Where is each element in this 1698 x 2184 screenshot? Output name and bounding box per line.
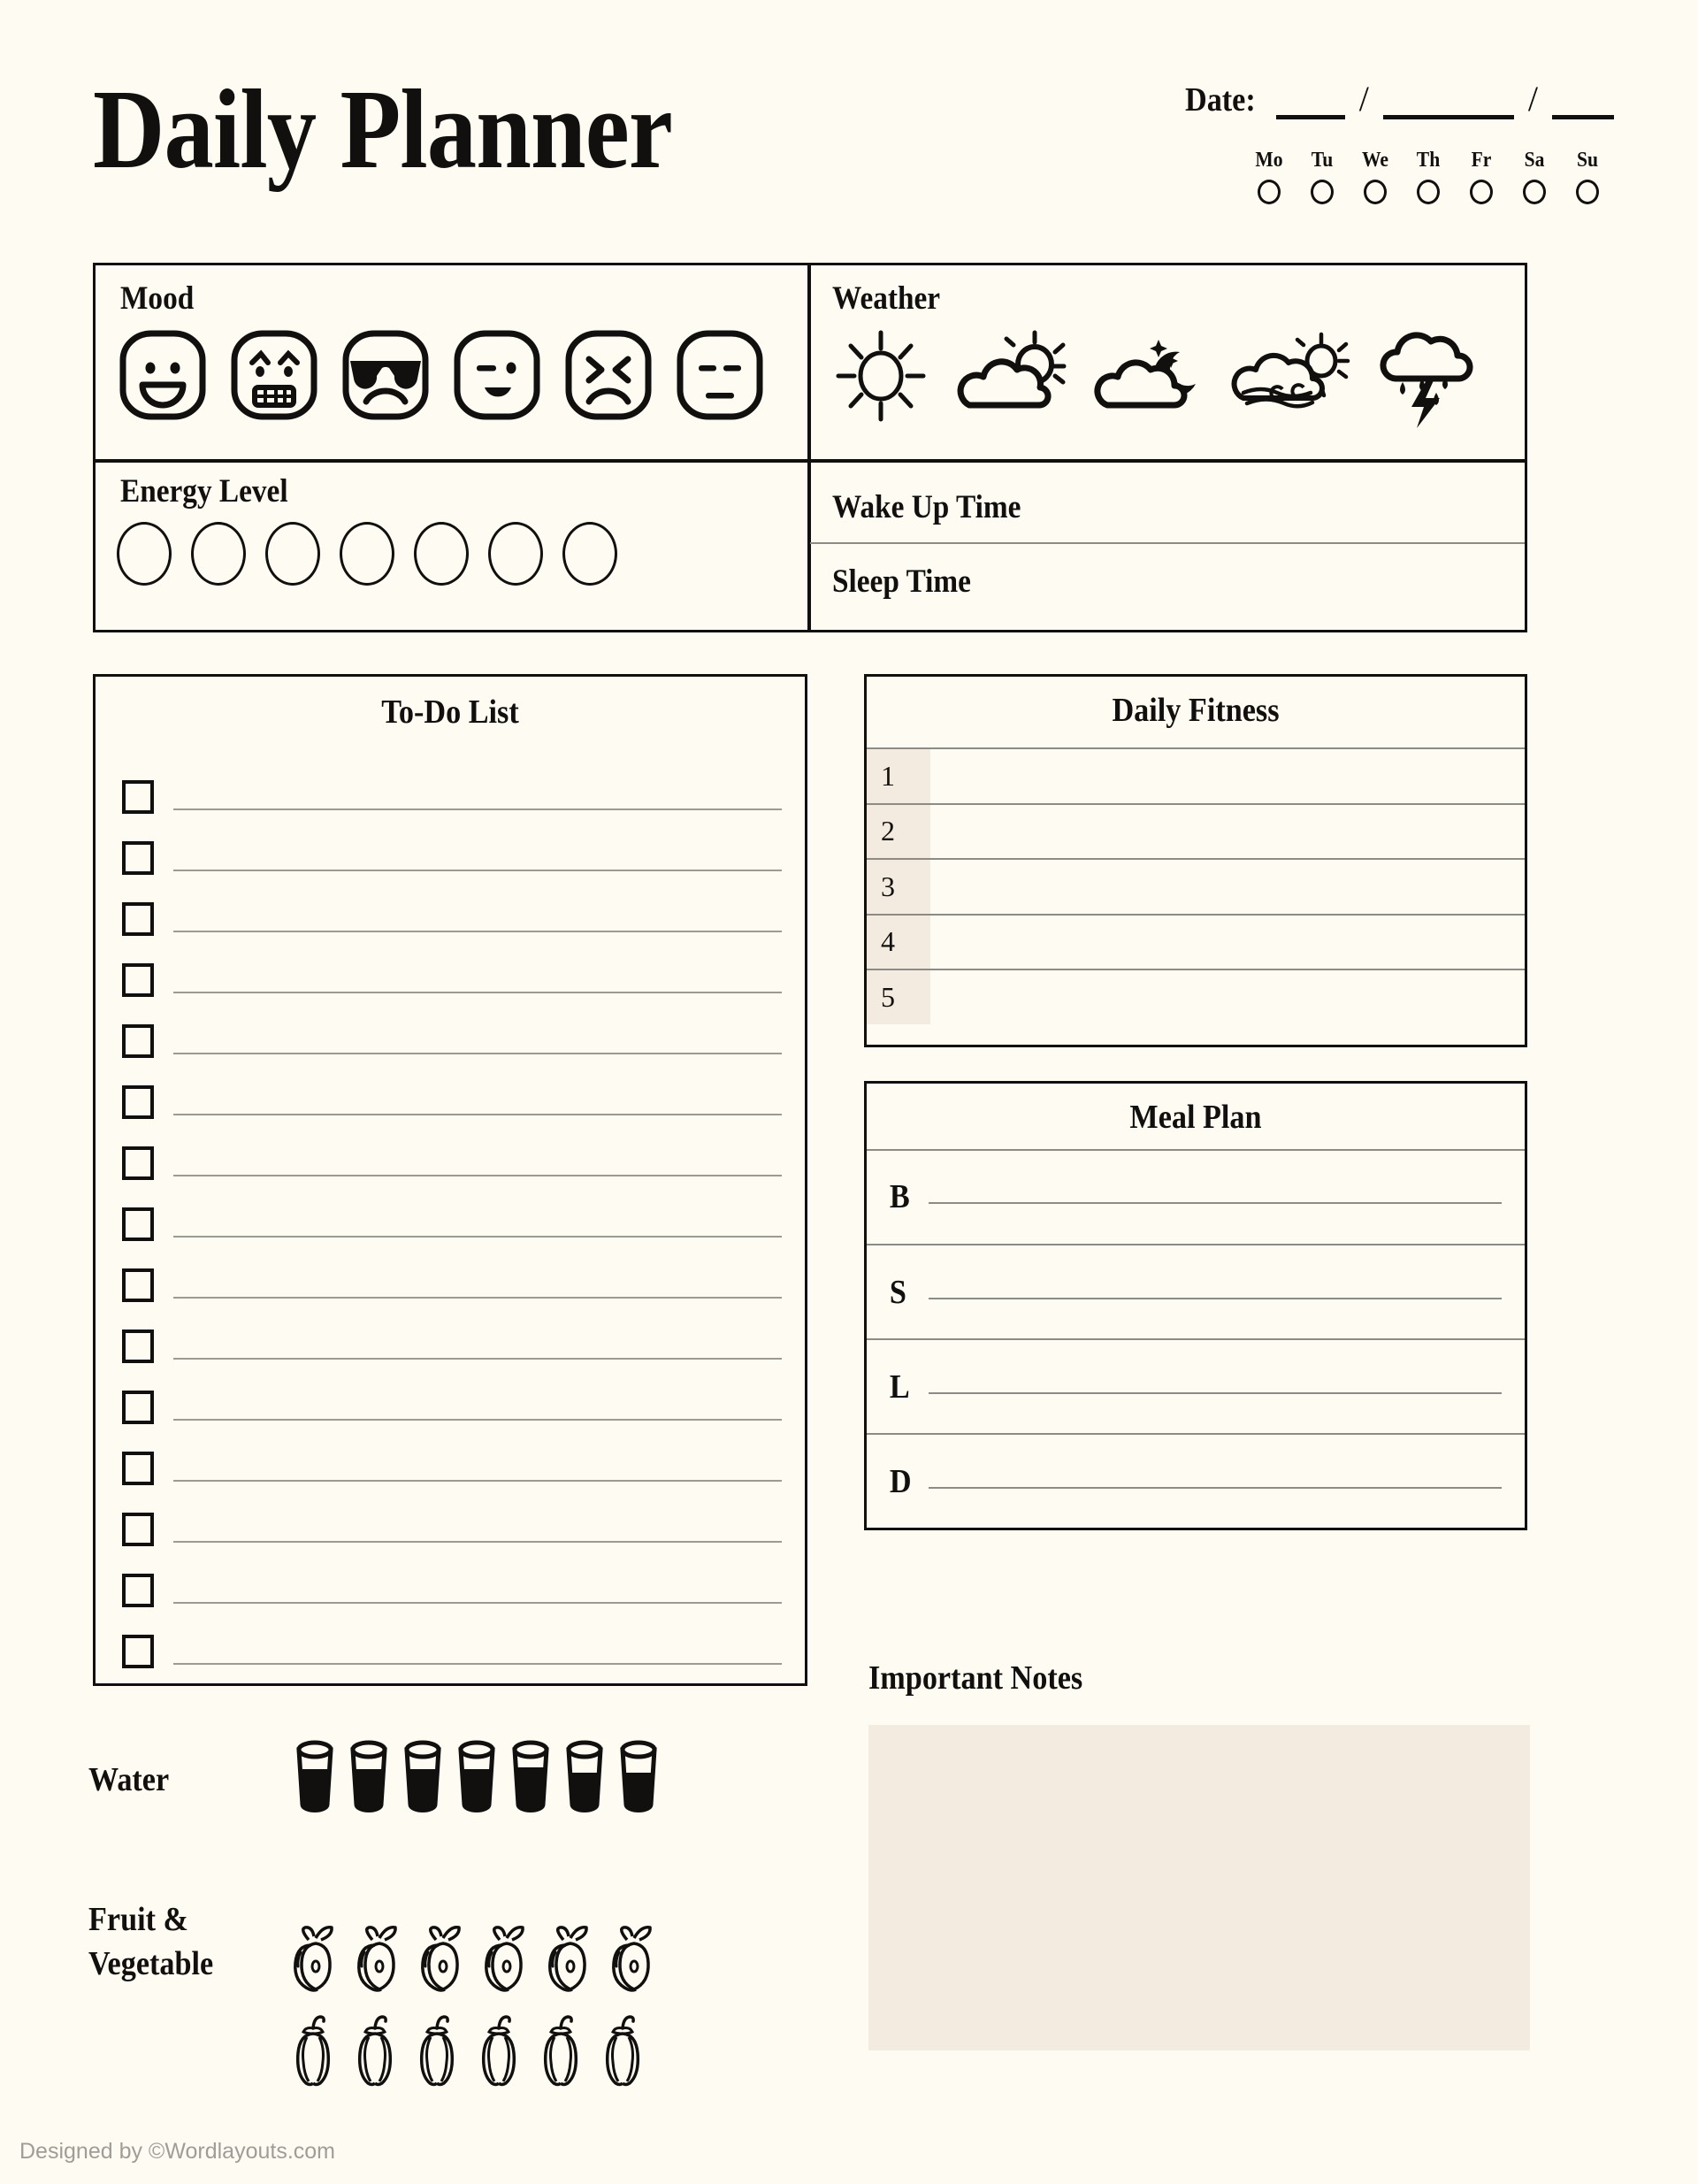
todo-writing-line[interactable]: [173, 1053, 782, 1054]
todo-row[interactable]: [96, 1363, 805, 1424]
apple-icon[interactable]: [478, 1924, 533, 1995]
todo-checkbox[interactable]: [122, 1268, 154, 1302]
water-label: Water: [88, 1761, 170, 1798]
weekday-label: Tu: [1311, 149, 1334, 172]
weekday-label: Sa: [1524, 149, 1545, 172]
panel-divider-mood-energy: [96, 459, 807, 463]
mood-neutral-icon[interactable]: [676, 329, 764, 421]
weekday-label: We: [1361, 149, 1388, 172]
todo-checkbox[interactable]: [122, 1330, 154, 1363]
todo-writing-line[interactable]: [173, 1358, 782, 1360]
apple-icon[interactable]: [606, 1924, 661, 1995]
todo-writing-line[interactable]: [173, 931, 782, 932]
daily-fitness-title: Daily Fitness: [1112, 692, 1280, 729]
important-notes-title: Important Notes: [868, 1659, 1083, 1697]
todo-rows: [96, 753, 805, 1668]
table-row[interactable]: [867, 858, 1525, 914]
footer-credit: Designed by ©Wordlayouts.com: [19, 2139, 336, 2164]
weekday-su[interactable]: [1561, 149, 1614, 204]
water-glass-icon[interactable]: [346, 1734, 392, 1815]
energy-circle[interactable]: [562, 522, 617, 586]
meal-writing-line[interactable]: [929, 1298, 1502, 1299]
meal-row-snack[interactable]: [867, 1244, 1525, 1338]
weekday-radio[interactable]: [1258, 180, 1281, 204]
wake-up-time-label: Wake Up Time: [832, 489, 1021, 525]
water-glass-icon[interactable]: [508, 1734, 554, 1815]
todo-checkbox[interactable]: [122, 902, 154, 936]
todo-row[interactable]: [96, 753, 805, 814]
meal-writing-line[interactable]: [929, 1392, 1502, 1394]
meal-writing-line[interactable]: [929, 1487, 1502, 1489]
daily-fitness-panel: [864, 674, 1527, 1047]
energy-circle[interactable]: [414, 522, 469, 586]
weekday-selector[interactable]: [1243, 149, 1614, 204]
daily-fitness-table: [867, 747, 1525, 1045]
todo-writing-line[interactable]: [173, 1419, 782, 1421]
bell-pepper-icon[interactable]: [597, 2012, 648, 2087]
meal-plan-title: Meal Plan: [1129, 1099, 1262, 1136]
weekday-fr[interactable]: [1455, 149, 1508, 204]
bell-pepper-icon[interactable]: [473, 2012, 524, 2087]
weekday-th[interactable]: [1402, 149, 1455, 204]
todo-checkbox[interactable]: [122, 1146, 154, 1180]
energy-section-label: Energy Level: [120, 473, 288, 510]
weekday-tu[interactable]: [1296, 149, 1349, 204]
fruit-vegetable-label-line2: Vegetable: [88, 1945, 214, 1983]
todo-writing-line[interactable]: [173, 1602, 782, 1604]
mood-happy-icon[interactable]: [119, 329, 207, 421]
energy-circle[interactable]: [265, 522, 320, 586]
todo-checkbox[interactable]: [122, 1391, 154, 1424]
water-glass-icon[interactable]: [616, 1734, 662, 1815]
todo-writing-line[interactable]: [173, 1175, 782, 1176]
bell-pepper-icon[interactable]: [535, 2012, 586, 2087]
apple-icon[interactable]: [287, 1924, 342, 1995]
mood-options[interactable]: [119, 329, 764, 421]
todo-checkbox[interactable]: [122, 841, 154, 875]
todo-checkbox[interactable]: [122, 1513, 154, 1546]
todo-checkbox[interactable]: [122, 1635, 154, 1668]
todo-checkbox[interactable]: [122, 1574, 154, 1607]
weekday-radio[interactable]: [1523, 180, 1546, 204]
fitness-row-input[interactable]: [930, 805, 1525, 859]
todo-checkbox[interactable]: [122, 963, 154, 997]
apple-icon[interactable]: [542, 1924, 597, 1995]
meal-label: L: [889, 1368, 910, 1406]
weekday-radio[interactable]: [1417, 180, 1440, 204]
apple-icon[interactable]: [415, 1924, 470, 1995]
weather-options[interactable]: [831, 324, 1479, 428]
panel-vertical-divider: [807, 265, 811, 630]
todo-row[interactable]: [96, 814, 805, 875]
mood-wink-icon[interactable]: [453, 329, 541, 421]
bell-pepper-icon[interactable]: [349, 2012, 401, 2087]
fitness-row-number: 3: [867, 860, 930, 914]
water-glass-icon[interactable]: [400, 1734, 446, 1815]
todo-row[interactable]: [96, 1485, 805, 1546]
todo-writing-line[interactable]: [173, 1297, 782, 1299]
date-field-group[interactable]: [1185, 78, 1614, 119]
table-row[interactable]: [867, 914, 1525, 969]
todo-panel: [93, 674, 807, 1686]
energy-circle[interactable]: [191, 522, 246, 586]
bell-pepper-icon[interactable]: [287, 2012, 339, 2087]
todo-writing-line[interactable]: [173, 1480, 782, 1482]
weekday-radio[interactable]: [1364, 180, 1387, 204]
todo-row[interactable]: [96, 1302, 805, 1363]
mood-section-label: Mood: [120, 280, 195, 317]
weekday-label: Mo: [1255, 149, 1283, 172]
mood-weather-energy-panel: [93, 263, 1527, 632]
apple-icon[interactable]: [351, 1924, 406, 1995]
water-glass-icon[interactable]: [454, 1734, 500, 1815]
weekday-radio[interactable]: [1576, 180, 1599, 204]
fitness-row-input[interactable]: [930, 860, 1525, 914]
meal-label: D: [889, 1462, 912, 1500]
todo-checkbox[interactable]: [122, 1085, 154, 1119]
meal-writing-line[interactable]: [929, 1202, 1502, 1204]
todo-checkbox[interactable]: [122, 1207, 154, 1241]
sleep-time-label: Sleep Time: [832, 563, 971, 600]
energy-circle[interactable]: [340, 522, 394, 586]
date-separator-2: /: [1527, 79, 1538, 119]
weekday-label: Su: [1576, 149, 1599, 172]
table-row[interactable]: [867, 969, 1525, 1024]
meal-row-lunch[interactable]: [867, 1338, 1525, 1433]
energy-circle[interactable]: [488, 522, 543, 586]
date-year-blank[interactable]: [1552, 89, 1614, 119]
weekday-label: Fr: [1471, 149, 1492, 172]
mood-cool-sad-icon[interactable]: [341, 329, 430, 421]
panel-divider-wake-sleep: [810, 542, 1525, 544]
bell-pepper-icon[interactable]: [411, 2012, 463, 2087]
date-month-blank[interactable]: [1383, 89, 1514, 119]
table-row[interactable]: [867, 803, 1525, 859]
meal-plan-panel: [864, 1081, 1527, 1530]
todo-row[interactable]: [96, 1180, 805, 1241]
weekday-radio[interactable]: [1311, 180, 1334, 204]
todo-checkbox[interactable]: [122, 1452, 154, 1485]
meal-plan-table: [867, 1149, 1525, 1528]
weekday-sa[interactable]: [1508, 149, 1561, 204]
todo-row[interactable]: [96, 997, 805, 1058]
weather-sunny-icon[interactable]: [831, 327, 930, 425]
todo-row[interactable]: [96, 1058, 805, 1119]
meal-label: S: [889, 1273, 906, 1311]
todo-row[interactable]: [96, 875, 805, 936]
fruit-vegetable-label: [88, 1897, 213, 1986]
weather-windy-cloud-sun-icon[interactable]: [1231, 327, 1351, 425]
water-glass-icon[interactable]: [562, 1734, 608, 1815]
vegetable-tracker[interactable]: [287, 2012, 648, 2087]
panel-divider-weather-wake: [807, 459, 1525, 463]
todo-title: To-Do List: [381, 694, 519, 731]
meal-row-dinner[interactable]: [867, 1433, 1525, 1528]
todo-row[interactable]: [96, 1119, 805, 1180]
fitness-row-number: 2: [867, 805, 930, 859]
mood-grimace-icon[interactable]: [230, 329, 318, 421]
todo-writing-line[interactable]: [173, 1663, 782, 1665]
meal-row-breakfast[interactable]: [867, 1149, 1525, 1244]
mood-frustrated-icon[interactable]: [564, 329, 653, 421]
todo-writing-line[interactable]: [173, 1114, 782, 1115]
fitness-row-input[interactable]: [930, 916, 1525, 969]
table-row[interactable]: [867, 747, 1525, 803]
todo-writing-line[interactable]: [173, 1236, 782, 1238]
date-separator-1: /: [1358, 79, 1369, 119]
fitness-row-input[interactable]: [930, 749, 1525, 803]
weekday-label: Th: [1416, 149, 1441, 172]
meal-label: B: [889, 1177, 910, 1215]
weekday-radio[interactable]: [1470, 180, 1493, 204]
todo-writing-line[interactable]: [173, 808, 782, 810]
todo-writing-line[interactable]: [173, 870, 782, 871]
fitness-row-input[interactable]: [930, 970, 1525, 1024]
weather-partly-cloudy-icon[interactable]: [955, 327, 1068, 425]
todo-checkbox[interactable]: [122, 780, 154, 814]
fitness-row-number: 5: [867, 970, 930, 1024]
date-day-blank[interactable]: [1276, 89, 1345, 119]
date-label: Date:: [1185, 81, 1256, 119]
todo-row[interactable]: [96, 1546, 805, 1607]
weather-section-label: Weather: [832, 280, 941, 317]
weekday-we[interactable]: [1349, 149, 1402, 204]
important-notes-input[interactable]: [868, 1725, 1530, 2050]
fitness-row-number: 4: [867, 916, 930, 969]
weekday-mo[interactable]: [1243, 149, 1296, 204]
water-glass-icon[interactable]: [292, 1734, 338, 1815]
todo-checkbox[interactable]: [122, 1024, 154, 1058]
todo-row[interactable]: [96, 1241, 805, 1302]
todo-row[interactable]: [96, 1607, 805, 1668]
todo-writing-line[interactable]: [173, 1541, 782, 1543]
fruit-tracker[interactable]: [287, 1924, 661, 1995]
page-header: [93, 62, 1614, 239]
energy-circle[interactable]: [117, 522, 172, 586]
fitness-row-number: 1: [867, 749, 930, 803]
weather-thunderstorm-icon[interactable]: [1376, 324, 1479, 428]
page-title: Daily Planner: [93, 66, 672, 192]
water-tracker[interactable]: [292, 1734, 662, 1815]
todo-row[interactable]: [96, 1424, 805, 1485]
energy-level-scale[interactable]: [117, 522, 617, 586]
todo-writing-line[interactable]: [173, 992, 782, 993]
fruit-vegetable-label-line1: Fruit &: [88, 1901, 189, 1938]
todo-row[interactable]: [96, 936, 805, 997]
weather-night-cloudy-icon[interactable]: [1093, 327, 1206, 425]
